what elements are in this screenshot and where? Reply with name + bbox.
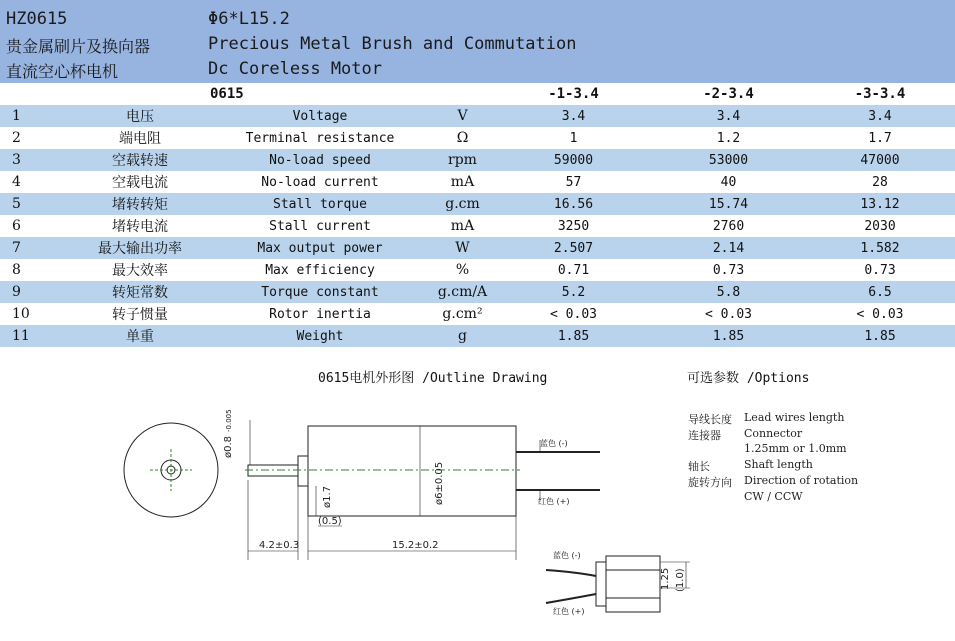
row-number: 9 <box>0 281 70 303</box>
row-number: 3 <box>0 149 70 171</box>
shaft-tol-label: -0.005 <box>225 409 233 432</box>
param-name-en: Stall current <box>269 218 371 234</box>
param-unit: g.cm/A <box>430 281 495 303</box>
en-title: Precious Metal Brush and Commutation <box>208 34 577 54</box>
param-name-en: No-load speed <box>210 149 430 171</box>
variant-2: -2-3.4 <box>703 86 754 102</box>
value-variant-1: 3.4 <box>495 105 652 127</box>
param-name-cn: 单重 <box>70 325 210 347</box>
option-en: Lead wires length <box>744 411 845 424</box>
param-name-cn: 堵转转矩 <box>70 193 210 215</box>
param-name-en: Max efficiency <box>265 262 375 278</box>
param-name-en: Voltage <box>210 105 430 127</box>
param-unit: rpm <box>430 149 495 171</box>
value-variant-1: 0.71 <box>557 262 590 278</box>
row-number: 5 <box>0 193 70 215</box>
en-subtitle: Dc Coreless Motor <box>208 59 382 79</box>
value-variant-3: 2030 <box>864 218 896 234</box>
value-variant-1: 59000 <box>495 149 652 171</box>
value-variant-1: 16.56 <box>495 193 652 215</box>
value-variant-2: 15.74 <box>652 193 805 215</box>
value-variant-1: < 0.03 <box>550 306 597 322</box>
option-en: Shaft length <box>744 458 813 471</box>
param-name-cn: 电压 <box>70 105 210 127</box>
param-name-cn: 端电阻 <box>119 131 161 147</box>
param-name-cn: 最大效率 <box>112 263 168 279</box>
value-variant-2: 2.14 <box>652 237 805 259</box>
param-unit: Ω <box>456 130 469 146</box>
option-en: 1.25mm or 1.0mm <box>744 442 847 455</box>
param-name-en: Terminal resistance <box>245 130 395 146</box>
param-name-cn: 堵转电流 <box>112 219 168 235</box>
value-variant-2: < 0.03 <box>705 306 752 322</box>
value-variant-3: 3.4 <box>805 105 955 127</box>
value-variant-3: 1.582 <box>805 237 955 259</box>
motor-size: Φ6*L15.2 <box>208 9 290 29</box>
param-unit: W <box>430 237 495 259</box>
option-en: CW / CCW <box>744 490 803 503</box>
drawing-caption: 0615电机外形图 /Outline Drawing <box>318 371 548 386</box>
model-label: 0615 <box>210 86 244 102</box>
param-unit: g.cm² <box>442 306 483 322</box>
param-unit: g <box>430 325 495 347</box>
variant-1: -1-3.4 <box>548 86 599 102</box>
value-variant-1: 5.2 <box>495 281 652 303</box>
row-number: 8 <box>12 262 21 278</box>
param-name-en: Max output power <box>210 237 430 259</box>
value-variant-2: 2760 <box>712 218 745 234</box>
option-cn: 导线长度 <box>688 413 732 426</box>
param-name-cn: 空载电流 <box>112 175 168 191</box>
param-unit: mA <box>450 218 475 234</box>
param-name-en: Weight <box>210 325 430 347</box>
wire-blue-label: 蓝色 (-) <box>540 439 568 448</box>
gap-label: (0.5) <box>318 516 342 527</box>
value-variant-3: 1.85 <box>805 325 955 347</box>
wire-red-label: 红色 (+) <box>538 497 570 506</box>
value-variant-2: 3.4 <box>652 105 805 127</box>
value-variant-2: 0.73 <box>712 262 745 278</box>
param-unit: g.cm <box>430 193 495 215</box>
option-en: Direction of rotation <box>744 474 859 487</box>
value-variant-1: 3250 <box>557 218 590 234</box>
value-variant-2: 1.85 <box>652 325 805 347</box>
param-name-en: Rotor inertia <box>269 306 371 322</box>
value-variant-2: 40 <box>720 174 737 190</box>
pitch-alt-label: (1.0) <box>675 568 686 592</box>
param-name-en: Stall torque <box>210 193 430 215</box>
model-code: HZ0615 <box>6 9 68 29</box>
cn-title: 贵金属刷片及换向器 <box>6 37 151 56</box>
param-unit: % <box>455 262 470 278</box>
param-name-cn: 转子惯量 <box>112 307 168 323</box>
param-name-en: Torque constant <box>210 281 430 303</box>
motor-body <box>308 426 516 516</box>
value-variant-1: 1.85 <box>495 325 652 347</box>
value-variant-2: 5.8 <box>652 281 805 303</box>
boss-dia-label: ø1.7 <box>322 485 333 508</box>
shaft-dia-label: ø0.8 <box>223 435 234 458</box>
option-cn: 轴长 <box>688 460 710 473</box>
conn-blue-label: 蓝色 (-) <box>553 551 581 560</box>
row-number: 2 <box>12 130 21 146</box>
value-variant-3: 1.7 <box>868 130 892 146</box>
pitch-label: 1.25 <box>660 567 671 590</box>
param-name-cn: 最大输出功率 <box>70 237 210 259</box>
shaft-len-label: 4.2±0.3 <box>259 540 300 551</box>
row-number: 1 <box>0 105 70 127</box>
row-number: 10 <box>12 306 30 322</box>
value-variant-3: 6.5 <box>805 281 955 303</box>
value-variant-3: < 0.03 <box>856 306 904 322</box>
options-title: 可选参数 /Options <box>687 371 810 386</box>
value-variant-3: 13.12 <box>805 193 955 215</box>
option-en: Connector <box>744 427 803 440</box>
param-unit: mA <box>450 174 475 190</box>
value-variant-3: 47000 <box>805 149 955 171</box>
value-variant-2: 53000 <box>652 149 805 171</box>
value-variant-1: 2.507 <box>495 237 652 259</box>
body-dia-label: ø6±0.05 <box>434 461 445 505</box>
option-cn: 连接器 <box>688 429 721 442</box>
param-name-en: No-load current <box>261 174 379 190</box>
row-number: 7 <box>0 237 70 259</box>
value-variant-1: 1 <box>569 130 578 146</box>
param-name-cn: 转矩常数 <box>70 281 210 303</box>
param-unit: V <box>430 105 495 127</box>
conn-red-label: 红色 (+) <box>553 607 585 616</box>
row-number: 6 <box>12 218 21 234</box>
row-number: 11 <box>0 325 70 347</box>
row-number: 4 <box>12 174 21 190</box>
value-variant-1: 57 <box>565 174 582 190</box>
option-cn: 旋转方向 <box>688 476 732 489</box>
value-variant-2: 1.2 <box>716 130 741 146</box>
body-len-label: 15.2±0.2 <box>392 540 439 551</box>
param-name-cn: 空载转速 <box>70 149 210 171</box>
value-variant-3: 28 <box>872 174 888 190</box>
variant-3: -3-3.4 <box>854 86 906 102</box>
cn-subtitle: 直流空心杯电机 <box>6 62 119 81</box>
value-variant-3: 0.73 <box>864 262 896 278</box>
connector-view <box>606 556 660 612</box>
